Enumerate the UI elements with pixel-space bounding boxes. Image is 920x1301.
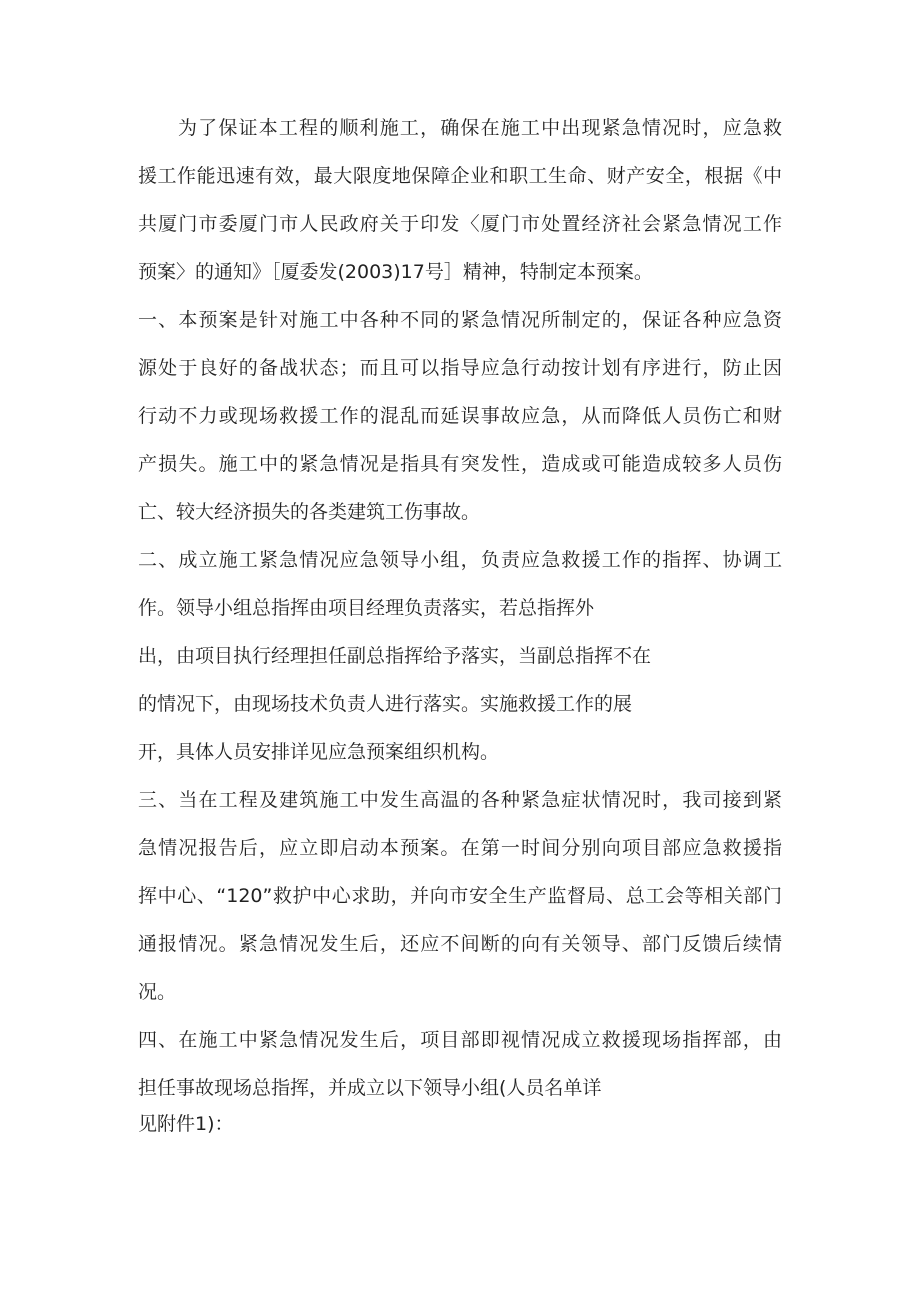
text-line: 急情况报告后，应立即启动本预案。在第一时间分别向项目部应急救援指 [138,837,782,859]
text-line: 况。 [138,981,177,1003]
text-line: 二、成立施工紧急情况应急领导小组，负责应急救援工作的指挥、协调工 [138,549,782,571]
text-line: 亡、较大经济损失的各类建筑工伤事故。 [138,501,481,523]
text-line: 通报情况。紧急情况发生后，还应不间断的向有关领导、部门反馈后续情 [138,933,782,955]
text-line: 产损失。施工中的紧急情况是指具有突发性，造成或可能造成较多人员伤 [138,453,782,475]
text-line: 四、在施工中紧急情况发生后，项目部即视情况成立救援现场指挥部，由 [138,1029,782,1051]
text-line: 作。领导小组总指挥由项目经理负责落实，若总指挥外 [138,597,595,619]
text-line: 见附件1)： [138,1113,234,1135]
text-line: 援工作能迅速有效，最大限度地保障企业和职工生命、财产安全，根据《中 [138,165,782,187]
text-line: 源处于良好的备战状态；而且可以指导应急行动按计划有序进行，防止因 [138,357,782,379]
text-line: 开，具体人员安排详见应急预案组织机构。 [138,741,500,763]
text-line: 共厦门市委厦门市人民政府关于印发〈厦门市处置经济社会紧急情况工作 [138,213,782,235]
text-line: 三、当在工程及建筑施工中发生高温的各种紧急症状情况时，我司接到紧 [138,789,782,811]
text-line: 一、本预案是针对施工中各种不同的紧急情况所制定的，保证各种应急资 [138,309,782,331]
text-line: 挥中心、“120”救护中心求助，并向市安全生产监督局、总工会等相关部门 [138,885,782,907]
text-line: 预案〉的通知》［厦委发(2003)17号］精神，特制定本预案。 [138,261,653,283]
text-line: 的情况下，由现场技术负责人进行落实。实施救援工作的展 [138,693,633,715]
text-line: 为了保证本工程的顺利施工，确保在施工中出现紧急情况时，应急救 [178,117,782,139]
text-line: 担任事故现场总指挥，并成立以下领导小组(人员名单详 [138,1077,602,1099]
text-line: 出，由项目执行经理担任副总指挥给予落实，当副总指挥不在 [138,645,652,667]
text-line: 行动不力或现场救援工作的混乱而延误事故应急，从而降低人员伤亡和财 [138,405,782,427]
